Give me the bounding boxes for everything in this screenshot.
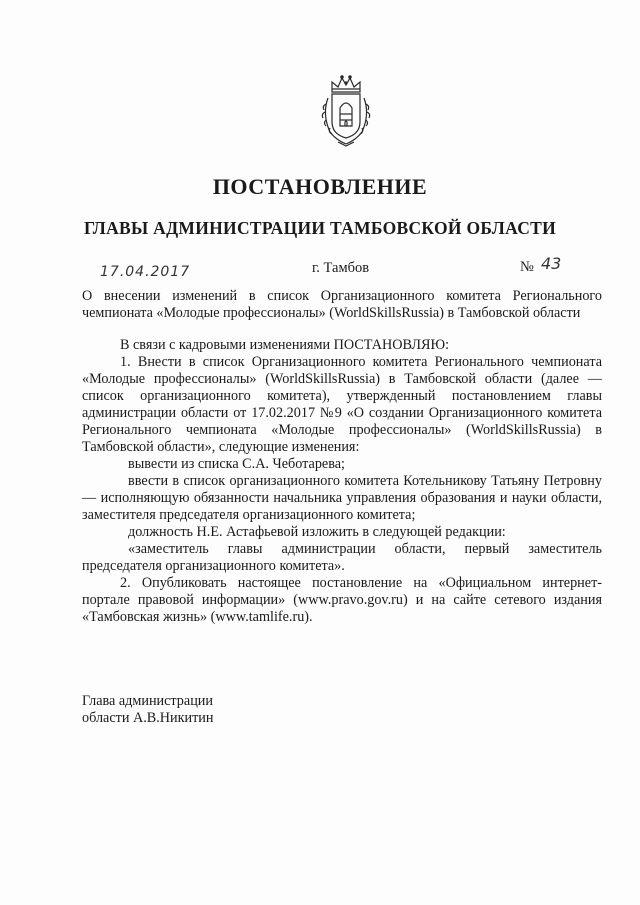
body-position-text: «заместитель главы администрации области, первый заместитель председателя организационного комитета». [82, 541, 602, 574]
document-subtitle: ГЛАВЫ АДМИНИСТРАЦИИ ТАМБОВСКОЙ ОБЛАСТИ [83, 218, 557, 238]
body-remove: вывести из списка С.А. Чеботарева; [128, 456, 345, 472]
body-item-1: 1. Внести в список Организационного комитета Регионального чемпионата «Молодые профессионалы» (WorldSkillsRussia) в Тамбовской области (далее — список организационного комитета), утвержденный постановлением главы администрации области от 17.02.2017 №9 «О создании Организационного комитета Регионального чемпионата «Молодые профессионалы» (WorldSkillsRussia) в Тамбовской области», следующие изменения: [82, 354, 602, 455]
body-position: должность Н.Е. Астафьевой изложить в следующей редакции: [128, 524, 506, 540]
city: г. Тамбов [312, 260, 370, 276]
handwritten-number: 43 [541, 254, 562, 273]
handwritten-date: 17.04.2017 [100, 264, 191, 280]
document-title: ПОСТАНОВЛЕНИЕ [212, 174, 428, 199]
about-line-2: чемпионата «Молодые профессионалы» (WorldSkillsRussia) в Тамбовской области [82, 305, 581, 321]
number-label: № [520, 259, 534, 275]
body-add: ввести в список организационного комитета Котельникову Татьяну Петровну — исполняющую обязанности начальника управления образования и науки области, заместителя председателя организационного комитета; [82, 473, 602, 523]
tambov-coat-of-arms-icon [318, 74, 374, 148]
signature-block [82, 693, 213, 727]
signature-line-2: области А.В.Никитин [82, 710, 214, 726]
about-line-1: О внесении изменений в список Организационного комитета Регионального [82, 288, 602, 304]
signature-line-1: Глава администрации [82, 693, 213, 709]
body-intro: В связи с кадровыми изменениями ПОСТАНОВЛЯЮ: [120, 337, 450, 353]
document-about [82, 288, 602, 322]
body-item-2: 2. Опубликовать настоящее постановление на «Официальном интернет-портале правовой информации» (www.pravo.gov.ru) и на сайте сетевого издания «Тамбовская жизнь» (www.tamlife.ru). [82, 575, 602, 625]
document-body [82, 337, 602, 626]
